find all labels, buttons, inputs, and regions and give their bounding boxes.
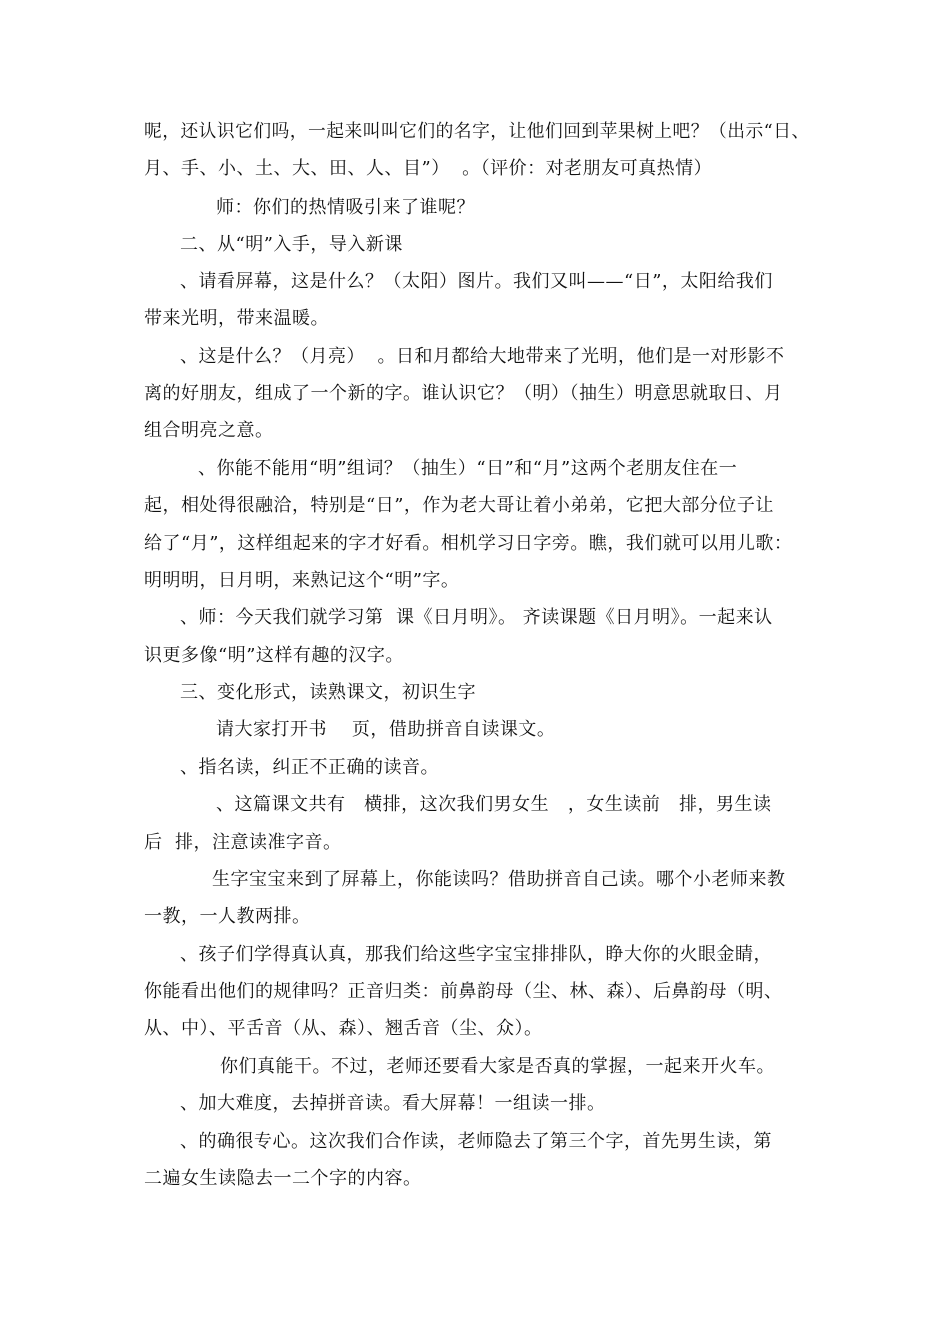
text-line: 从、中）、平舌音（从、森）、翘舌音（尘、众）。 <box>144 1018 543 1039</box>
text-line: 、加大难度，去掉拼音读。看大屏幕！一组读一排。 <box>180 1093 606 1114</box>
text-line: 你能看出他们的规律吗？正音归类：前鼻韵母（尘、林、森）、后鼻韵母（明、 <box>144 981 783 1002</box>
text-line: 、的确很专心。这次我们合作读，老师隐去了第三个字，首先男生读，第 <box>180 1131 772 1152</box>
text-line: 明明明，日月明，来熟记这个“明”字。 <box>144 570 460 591</box>
text-line: 带来光明，带来温暖。 <box>144 308 329 329</box>
text-line: 月、手、小、土、大、田、人、目”） 。（评价：对老朋友可真热情） <box>144 158 713 179</box>
text-line: 请大家打开书 页，借助拼音自读课文。 <box>216 719 556 740</box>
text-line: 二遍女生读隐去一二个字的内容。 <box>144 1168 422 1189</box>
text-line: 、请看屏幕，这是什么？（太阳）图片。我们又叫——“日”，太阳给我们 <box>180 271 773 292</box>
text-line: 你们真能干。不过，老师还要看大家是否真的掌握，一起来开火车。 <box>220 1056 775 1077</box>
text-line: 起，相处得很融洽，特别是“日”，作为老大哥让着小弟弟，它把大部分位子让 <box>144 495 774 516</box>
text-line: 、这是什么？（月亮） 。日和月都给大地带来了光明，他们是一对形影不 <box>180 346 785 367</box>
text-line: 一教，一人教两排。 <box>144 906 311 927</box>
text-line: 识更多像“明”这样有趣的汉字。 <box>144 645 404 666</box>
text-line: 呢，还认识它们吗，一起来叫叫它们的名字，让他们回到苹果树上吧？（出示“日、 <box>144 121 810 142</box>
text-line: 、这篇课文共有 横排，这次我们男女生 ，女生读前 排，男生读 <box>216 794 772 815</box>
text-line: 师：你们的热情吸引来了谁呢？ <box>216 197 475 218</box>
text-line: 、你能不能用“明”组词？（抽生）“日”和“月”这两个老朋友住在一 <box>198 458 738 479</box>
text-line: 、孩子们学得真认真，那我们给这些字宝宝排排队，睁大你的火眼金睛， <box>180 944 772 965</box>
section-heading: 三、变化形式，读熟课文，初识生字 <box>180 682 476 703</box>
text-line: 组合明亮之意。 <box>144 420 274 441</box>
text-line: 给了“月”，这样组起来的字才好看。相机学习日字旁。瞧，我们就可以用儿歌： <box>144 533 793 554</box>
text-line: 离的好朋友，组成了一个新的字。谁认识它？（明）（抽生）明意思就取日、月 <box>144 383 783 404</box>
text-line: 、师：今天我们就学习第 课《日月明》。 齐读课题《日月明》。一起来认 <box>180 607 773 628</box>
text-line: 后 排，注意读准字音。 <box>144 832 342 853</box>
text-line: 、指名读，纠正不正确的读音。 <box>180 757 439 778</box>
section-heading: 二、从“明”入手，导入新课 <box>180 234 403 255</box>
text-line: 生字宝宝来到了屏幕上，你能读吗？借助拼音自己读。哪个小老师来教 <box>212 869 786 890</box>
